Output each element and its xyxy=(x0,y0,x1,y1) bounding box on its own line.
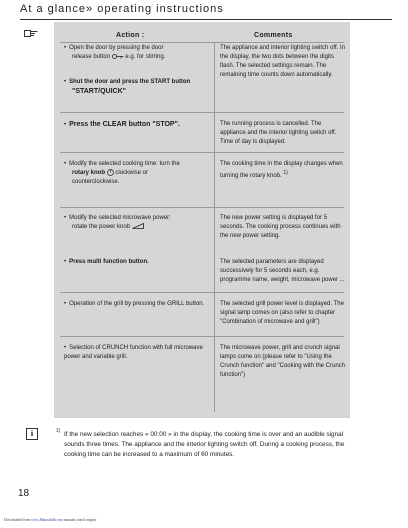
row-1-action: • Open the door by pressing the door release button e.g. for stirring. • Shut the door and press the START button "START/QUICK" xyxy=(64,44,210,97)
rotary-knob-icon xyxy=(107,169,114,176)
row-2-action: • Press the CLEAR button "STOP". xyxy=(64,120,210,130)
row-7-action: • Selection of CRUNCH function with full microwave power and variable grill. xyxy=(64,344,210,362)
row-divider xyxy=(60,336,344,337)
header-divider xyxy=(60,42,344,43)
row-5-comment: The selected parameters are displayed successively for 5 seconds each, e.g. programme name, weight, microwave power ... xyxy=(220,259,345,283)
row-2-comment: The running process is cancelled. The appliance and the interior lighting switch off. Time of day is displayed. xyxy=(220,121,337,145)
footnote-text: If the new selection reaches « 00:00 » in the display, the cooking time is over and an audible signal sounds three times. The appliance and the interior lighting switch off. During a cooking process, the cooking time can be increased to a maximum of 60 minutes. xyxy=(64,431,345,458)
footnote-marker: 1) xyxy=(56,428,61,434)
info-icon: i xyxy=(26,428,38,440)
instruction-table xyxy=(54,22,350,418)
header-title: At a glance» operating instructions xyxy=(20,3,224,15)
page-number: 18 xyxy=(18,488,30,499)
row-3-action: • Modify the selected cooking time: turn the rotary knob clockwise or counterclockwise. xyxy=(64,160,210,187)
row-3-comment: The cooking time in the display changes when turning the rotary knob. $^{1)}$ xyxy=(220,161,343,179)
row-divider xyxy=(60,207,344,208)
row-5-action: • Press multi function button. xyxy=(64,258,210,267)
row-6-action: • Operation of the grill by pressing the GRILL button. xyxy=(64,300,210,309)
download-line: Downloaded from www.Manualslib.com manuals search engine xyxy=(4,518,97,522)
row-7-comment: The microwave power, grill and crunch signal lamps come on (please refer to "Using the Crunch function" and "Cooking with the Crunch function") xyxy=(220,345,345,378)
hand-pointer-icon xyxy=(24,28,38,38)
row-4-comment: The new power setting is displayed for 5 seconds. The cooking process continues with the new power setting. xyxy=(220,215,341,239)
row-divider xyxy=(60,112,344,113)
col-header-action: Action : xyxy=(116,32,145,39)
footnote-ref: 1) xyxy=(283,170,288,176)
manualslib-link[interactable]: www.Manualslib.com xyxy=(31,518,63,522)
power-ramp-icon xyxy=(132,223,144,229)
door-release-key-icon xyxy=(112,54,124,59)
col-header-comments: Comments xyxy=(254,32,293,39)
column-divider xyxy=(214,42,215,412)
row-divider xyxy=(60,152,344,153)
row-divider xyxy=(60,292,344,293)
row-1-comment: The appliance and interior lighting switch off. In the display, the two dots between the digits flash. The selected settings remain. The remaining time counts down automatically. xyxy=(220,45,345,78)
row-4-action: • Modify the selected microwave power: rotate the power knob xyxy=(64,214,210,232)
row-6-comment: The selected grill power level is displayed. The signal lamp comes on (also refer to chapter "Combination of microwave and grill") xyxy=(220,301,344,325)
page-header xyxy=(20,3,392,20)
